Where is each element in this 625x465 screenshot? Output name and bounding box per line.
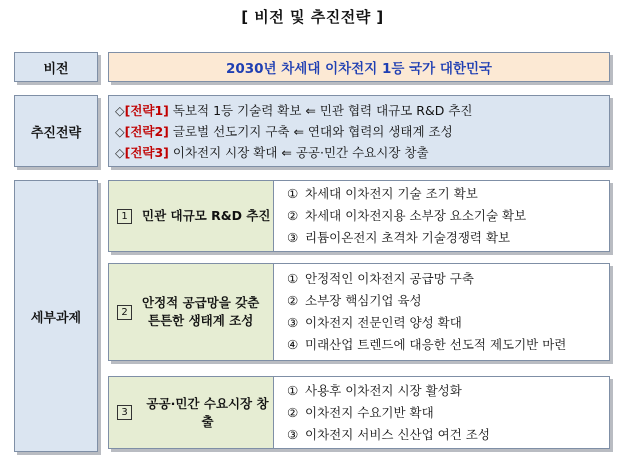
item-number: ② <box>287 405 299 420</box>
diamond-icon: ◇ <box>115 124 125 139</box>
item-number: ④ <box>287 337 299 352</box>
strategy-item <box>115 142 609 163</box>
strategy-tag: [전략3] <box>124 145 169 160</box>
item-text: 리튬이온전지 초격차 기술경쟁력 확보 <box>305 230 511 245</box>
vision-text: 2030년 차세대 이차전지 1등 국가 대한민국 <box>225 61 493 77</box>
task-group-2 <box>108 263 610 361</box>
strategy-list <box>108 95 610 167</box>
task-group-1 <box>108 180 610 252</box>
task-name-text <box>142 294 259 330</box>
item-text: 미래산업 트렌드에 대응한 선도적 제도기반 마련 <box>305 337 567 352</box>
task-item <box>287 183 605 205</box>
task-name-line: 안정적 공급망을 갖춘 <box>142 295 260 310</box>
strategy-label-text: 추진전략 <box>30 125 82 141</box>
task-name <box>109 377 274 448</box>
tasks-label-text: 세부과제 <box>30 310 82 326</box>
strategy-text: 이차전지 시장 확대 ⇐ 공공·민간 수요시장 창출 <box>168 145 429 160</box>
number-box-icon: 2 <box>117 305 132 320</box>
strategy-text: 독보적 1등 기술력 확보 ⇐ 민관 협력 대규모 R&D 추진 <box>168 103 473 118</box>
item-number: ① <box>287 186 299 201</box>
task-item <box>287 334 605 356</box>
page-title: [ 비전 및 추진전략 ] <box>241 8 384 26</box>
task-item <box>287 268 605 290</box>
item-number: ③ <box>287 230 299 245</box>
task-items <box>287 380 605 446</box>
item-number: ② <box>287 208 299 223</box>
task-name <box>109 181 274 251</box>
number-box-icon: 1 <box>117 209 132 224</box>
item-text: 이차전지 수요기반 확대 <box>305 405 434 420</box>
item-number: ③ <box>287 427 299 442</box>
task-name-line: 민관 대규모 R&D 추진 <box>142 208 271 223</box>
item-number: ① <box>287 271 299 286</box>
task-name-line: 튼튼한 생태계 조성 <box>148 313 254 328</box>
task-group-3 <box>108 376 610 449</box>
item-text: 차세대 이차전지용 소부장 요소기술 확보 <box>305 208 527 223</box>
item-text: 안정적인 이차전지 공급망 구축 <box>305 271 474 286</box>
number-box-icon: 3 <box>117 405 132 420</box>
task-item <box>287 205 605 227</box>
strategy-tag: [전략2] <box>124 124 169 139</box>
task-item <box>287 227 605 249</box>
task-name-text <box>142 395 273 431</box>
tasks-label <box>14 180 98 452</box>
vision-statement <box>108 52 610 82</box>
item-text: 소부장 핵심기업 육성 <box>305 293 422 308</box>
vision-label <box>14 52 98 82</box>
task-name <box>109 264 274 360</box>
task-items <box>287 183 605 249</box>
strategy-item <box>115 121 609 142</box>
item-text: 차세대 이차전지 기술 조기 확보 <box>305 186 478 201</box>
vision-label-text: 비전 <box>43 61 69 77</box>
task-name-text <box>142 207 270 225</box>
item-text: 이차전지 서비스 신산업 여건 조성 <box>305 427 490 442</box>
task-item <box>287 290 605 312</box>
diamond-icon: ◇ <box>115 103 125 118</box>
diamond-icon: ◇ <box>115 145 125 160</box>
strategy-tag: [전략1] <box>124 103 169 118</box>
task-name-line: 공공·민간 수요시장 창출 <box>146 395 269 429</box>
item-number: ① <box>287 383 299 398</box>
item-text: 이차전지 전문인력 양성 확대 <box>305 315 462 330</box>
item-text: 사용후 이차전지 시장 활성화 <box>305 383 462 398</box>
strategy-label <box>14 95 98 167</box>
item-number: ② <box>287 293 299 308</box>
item-number: ③ <box>287 315 299 330</box>
strategy-text: 글로벌 선도기지 구축 ⇐ 연대와 협력의 생태계 조성 <box>168 124 453 139</box>
task-item <box>287 380 605 402</box>
strategy-item <box>115 100 609 121</box>
task-item <box>287 424 605 446</box>
task-item <box>287 312 605 334</box>
task-items <box>287 268 605 356</box>
task-item <box>287 402 605 424</box>
